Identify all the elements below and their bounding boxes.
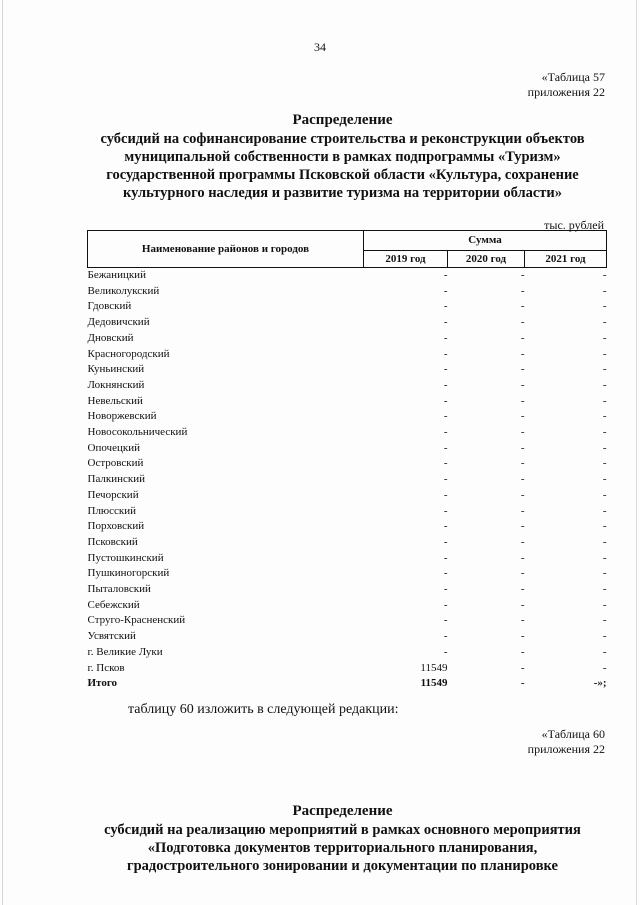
value-2021: - [602, 378, 607, 391]
district-name: Красногородский [87, 347, 170, 360]
table-row [88, 504, 607, 520]
subtitle-line: «Подготовка документов территориального планирования, [147, 840, 538, 856]
header-year-2020: 2020 год [448, 250, 525, 267]
table-body [88, 268, 607, 692]
subtitle-line: муниципальной собственности в рамках подпрограммы «Туризм» [124, 149, 561, 165]
table-row [88, 284, 607, 300]
table-row [88, 441, 607, 457]
value-2020: - [520, 363, 525, 376]
table-row [88, 551, 607, 567]
subtitle-line: культурного наследия и развитие туризма на территории области» [122, 185, 563, 201]
value-2021: - [602, 457, 607, 470]
table-row [88, 582, 607, 598]
district-name: Пустошкинский [87, 551, 164, 564]
value-2019: - [443, 284, 448, 297]
table-ref-line: приложения 22 [527, 85, 605, 99]
value-2019: - [443, 645, 448, 658]
value-2021: - [602, 504, 607, 517]
district-name: Куньинский [87, 363, 145, 376]
table-row [88, 613, 607, 629]
table-row [88, 472, 607, 488]
district-name: Новоржевский [87, 410, 157, 423]
table-row [88, 661, 607, 677]
value-2021: - [602, 630, 607, 643]
value-2021: - [602, 645, 607, 658]
value-2019: - [443, 473, 448, 486]
district-name: Невельский [87, 394, 143, 407]
value-2019: - [443, 520, 448, 533]
total-2019: 11549 [420, 677, 448, 690]
district-name: Дедовичский [87, 316, 150, 329]
value-2021: - [602, 426, 607, 439]
table-57-reference [528, 70, 605, 100]
table-ref-line: приложения 22 [527, 742, 605, 756]
table-row [88, 425, 607, 441]
value-2020: - [520, 614, 525, 627]
value-2019: - [443, 378, 448, 391]
table-row [88, 488, 607, 504]
value-2019: - [443, 488, 448, 501]
scan-edge-right [636, 0, 637, 905]
value-2019: - [443, 394, 448, 407]
district-name: Локнянский [87, 378, 145, 391]
value-2019: - [443, 316, 448, 329]
table-60-reference [528, 727, 605, 757]
value-2021: - [602, 347, 607, 360]
table-row [88, 566, 607, 582]
value-2021: - [602, 473, 607, 486]
total-2021: -»; [593, 677, 607, 690]
table-60-subtitle [60, 821, 625, 875]
district-name: Островский [87, 457, 144, 470]
district-name: Дновский [87, 331, 134, 344]
subtitle-line: градостроительного зонировании и документации по планировке [127, 858, 558, 874]
value-2021: - [602, 441, 607, 454]
table-row [88, 268, 607, 284]
district-name: Новосокольнический [87, 426, 188, 439]
value-2021: - [602, 535, 607, 548]
value-2019: - [443, 614, 448, 627]
total-label: Итого [87, 677, 118, 690]
value-2020: - [520, 457, 525, 470]
table-row [88, 347, 607, 363]
table-row [88, 535, 607, 551]
value-2021: - [602, 614, 607, 627]
value-2021: - [602, 331, 607, 344]
table-row [88, 362, 607, 378]
value-2020: - [520, 583, 525, 596]
scan-edge-left [2, 0, 3, 905]
table-57-subtitle [60, 130, 625, 202]
value-2020: - [520, 426, 525, 439]
value-2020: - [520, 661, 525, 674]
value-2021: - [602, 598, 607, 611]
value-2021: - [602, 661, 607, 674]
district-name: Усвятский [87, 630, 136, 643]
value-2021: - [602, 520, 607, 533]
district-name: Опочецкий [87, 441, 140, 454]
value-2019: - [443, 410, 448, 423]
table-row [88, 409, 607, 425]
value-2019: - [443, 426, 448, 439]
value-2019: 11549 [420, 661, 448, 674]
value-2021: - [602, 363, 607, 376]
value-2019: - [443, 567, 448, 580]
value-2020: - [520, 535, 525, 548]
table-row [88, 598, 607, 614]
value-2020: - [520, 441, 525, 454]
value-2021: - [602, 284, 607, 297]
value-2020: - [520, 284, 525, 297]
value-2019: - [443, 598, 448, 611]
total-2020: - [520, 677, 525, 690]
value-2019: - [443, 441, 448, 454]
district-name: Плюсский [87, 504, 137, 517]
value-2019: - [443, 551, 448, 564]
units-label: тыс. рублей [544, 218, 604, 232]
value-2020: - [520, 645, 525, 658]
value-2020: - [520, 551, 525, 564]
table-row [88, 378, 607, 394]
table-ref-line: «Таблица 57 [541, 70, 605, 84]
table-ref-line: «Таблица 60 [541, 727, 605, 741]
header-sum: Сумма [364, 231, 607, 251]
value-2021: - [602, 410, 607, 423]
value-2020: - [520, 630, 525, 643]
district-name: Себежский [87, 598, 140, 611]
value-2021: - [602, 567, 607, 580]
value-2020: - [520, 598, 525, 611]
value-2019: - [443, 630, 448, 643]
district-name: г. Псков [87, 661, 125, 674]
header-name: Наименование районов и городов [88, 231, 364, 268]
value-2021: - [602, 316, 607, 329]
table-row [88, 299, 607, 315]
value-2020: - [520, 410, 525, 423]
district-name: Гдовский [87, 300, 132, 313]
value-2020: - [520, 269, 525, 281]
value-2021: - [602, 300, 607, 313]
value-2020: - [520, 473, 525, 486]
table-row [88, 629, 607, 645]
district-name: Великолукский [87, 284, 160, 297]
table-row [88, 331, 607, 347]
amendment-instruction: таблицу 60 изложить в следующей редакции: [128, 702, 399, 717]
value-2020: - [520, 378, 525, 391]
value-2020: - [520, 331, 525, 344]
value-2020: - [520, 394, 525, 407]
table-row [88, 645, 607, 661]
header-year-2021: 2021 год [525, 250, 607, 267]
district-name: Пушкиногорский [87, 567, 170, 580]
value-2020: - [520, 520, 525, 533]
value-2019: - [443, 331, 448, 344]
value-2019: - [443, 583, 448, 596]
district-name: Пыталовский [87, 583, 151, 596]
value-2019: - [443, 363, 448, 376]
district-name: г. Великие Луки [87, 645, 163, 658]
value-2021: - [602, 583, 607, 596]
value-2019: - [443, 457, 448, 470]
table-60-title: Распределение [292, 803, 393, 819]
value-2019: - [443, 347, 448, 360]
district-name: Бежаницкий [87, 269, 146, 281]
district-name: Псковский [87, 535, 138, 548]
page-number: 34 [314, 40, 326, 54]
value-2021: - [602, 394, 607, 407]
value-2021: - [602, 551, 607, 564]
value-2020: - [520, 488, 525, 501]
table-row [88, 519, 607, 535]
subtitle-line: субсидий на реализацию мероприятий в рамках основного мероприятия [104, 822, 581, 838]
district-name: Печорский [87, 488, 139, 501]
table-57-title: Распределение [292, 112, 393, 128]
value-2020: - [520, 504, 525, 517]
value-2021: - [602, 269, 607, 281]
subsidy-table [87, 230, 607, 692]
value-2019: - [443, 535, 448, 548]
value-2020: - [520, 316, 525, 329]
subtitle-line: субсидий на софинансирование строительства и реконструкции объектов [100, 131, 585, 147]
value-2020: - [520, 347, 525, 360]
table-row [88, 315, 607, 331]
total-row [88, 676, 607, 692]
value-2021: - [602, 488, 607, 501]
district-name: Струго-Красненский [87, 614, 186, 627]
value-2020: - [520, 567, 525, 580]
value-2020: - [520, 300, 525, 313]
header-year-2019: 2019 год [364, 250, 448, 267]
district-name: Палкинский [87, 473, 146, 486]
value-2019: - [443, 269, 448, 281]
subtitle-line: государственной программы Псковской области «Культура, сохранение [106, 167, 579, 183]
table-row [88, 456, 607, 472]
value-2019: - [443, 300, 448, 313]
table-row [88, 394, 607, 410]
district-name: Порховский [87, 520, 145, 533]
value-2019: - [443, 504, 448, 517]
